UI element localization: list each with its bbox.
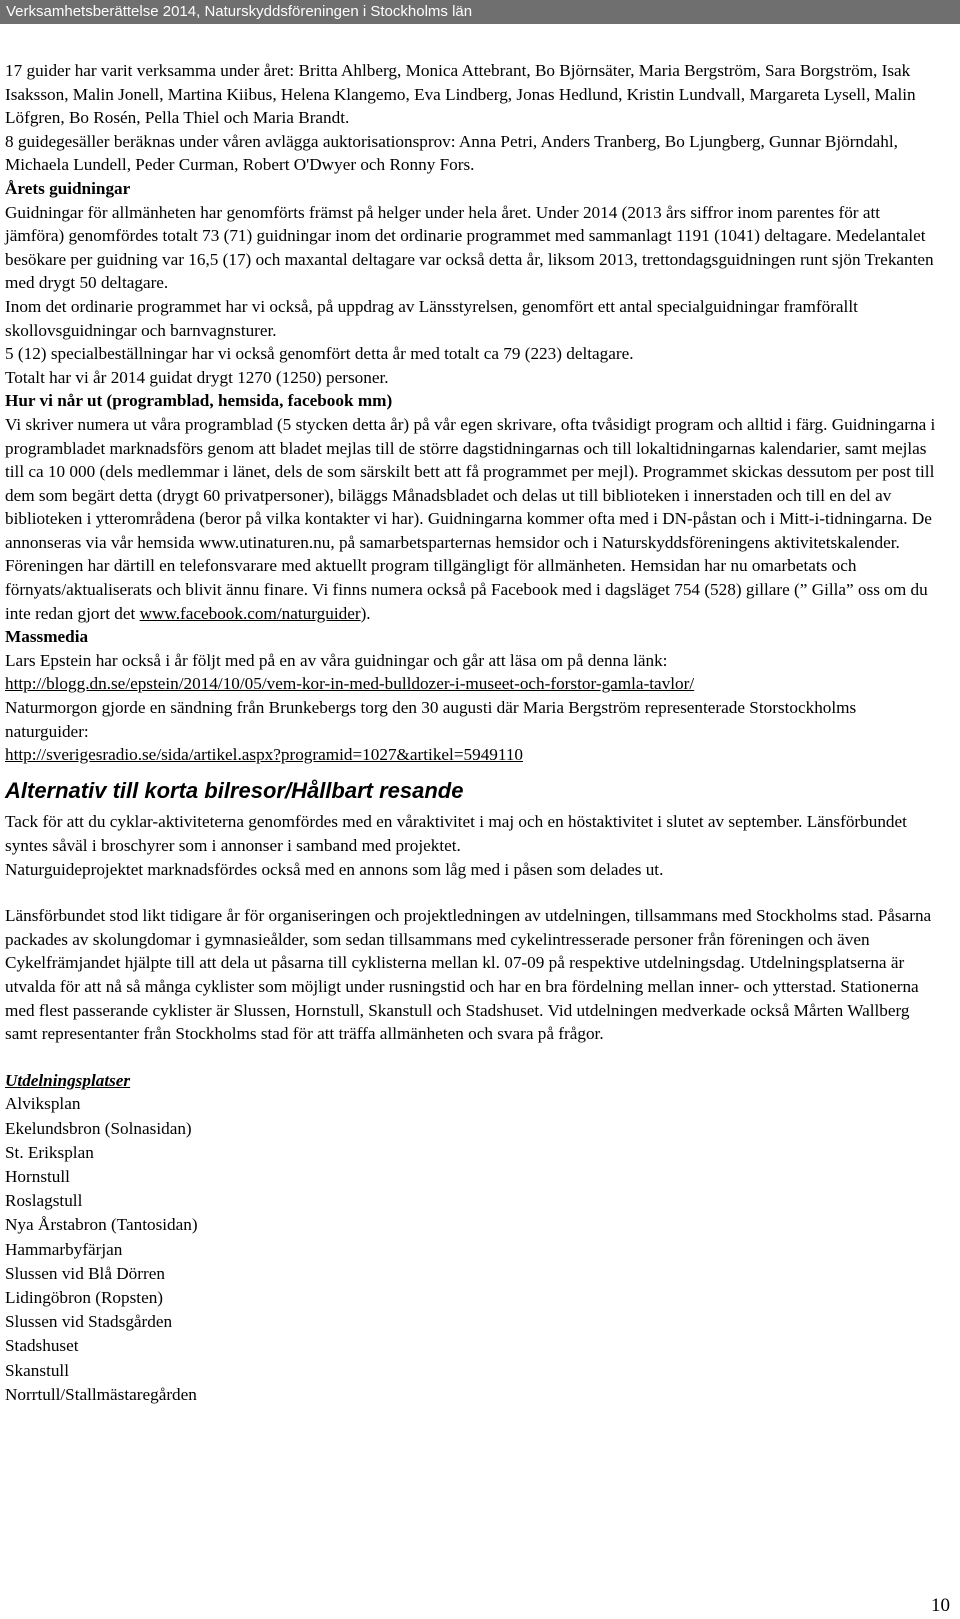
- list-item: Hornstull: [5, 1166, 70, 1186]
- page-content: [5, 59, 940, 1407]
- section-heading-utdelningsplatser: Utdelningsplatser: [5, 1070, 131, 1090]
- reach-text-end: ).: [360, 603, 371, 623]
- utdelningsplatser-list: [5, 1092, 940, 1407]
- alt-paragraph-2: Naturguideprojektet marknadsfördes också med en annons som låg med i påsen som delades ut.: [5, 859, 664, 879]
- alt-paragraph-1: Tack för att du cyklar-aktiviteterna genomfördes med en våraktivitet i maj och en höstaktivitet i slutet av september. Länsförbundet syntes såväl i broschyrer som i annonser i samband med projektet.: [5, 812, 907, 855]
- arets-paragraph-4: Totalt har vi år 2014 guidat drygt 1270 (1250) personer.: [5, 367, 389, 387]
- facebook-link[interactable]: www.facebook.com/naturguider: [139, 603, 361, 623]
- list-item: Ekelundsbron (Solnasidan): [5, 1118, 192, 1138]
- list-item: Stadshuset: [5, 1336, 79, 1356]
- massmedia-paragraph-1: Lars Epstein har också i år följt med på en av våra guidningar och går att läsa om på denna länk:: [5, 650, 668, 670]
- list-item: Lidingöbron (Ropsten): [5, 1287, 164, 1307]
- list-item: Slussen vid Stadsgården: [5, 1312, 173, 1332]
- list-item: Nya Årstabron (Tantosidan): [5, 1215, 198, 1235]
- list-item: St. Eriksplan: [5, 1142, 94, 1162]
- dn-blog-link[interactable]: http://blogg.dn.se/epstein/2014/10/05/vem-kor-in-med-bulldozer-i-museet-och-forstor-gamla-tavlor/: [5, 674, 695, 694]
- arets-paragraph-3: 5 (12) specialbeställningar har vi också genomfört detta år med totalt ca 79 (223) deltagare.: [5, 344, 634, 364]
- arets-paragraph-1: Guidningar för allmänheten har genomförts främst på helger under hela året. Under 2014 (2013 års siffror inom parentes för att jämföra) genomfördes totalt 73 (71) guidningar inom det ordinarie programmet med sammanlagt 1191 (1041) deltagare. Medelantalet besökare per guidning var 16,5 (17) och maxantal deltagare var också detta år, liksom 2013, trettondagsguidningen runt sjön Trekanten med drygt 50 deltagare.: [5, 202, 934, 293]
- guides-paragraph: 17 guider har varit verksamma under året: Britta Ahlberg, Monica Attebrant, Bo Björnsäter, Maria Bergström, Sara Borgström, Isak Isaksson, Malin Jonell, Martina Kiibus, Helena Klangemo, Eva Lindberg, Jonas Hedlund, Kristin Lundvall, Margareta Lysell, Malin Löfgren, Bo Rosén, Pella Thiel och Maria Brandt.: [5, 61, 916, 128]
- sverigesradio-link[interactable]: http://sverigesradio.se/sida/artikel.aspx?programid=1027&artikel=5949110: [5, 745, 524, 765]
- list-item: Skanstull: [5, 1360, 69, 1380]
- list-item: Roslagstull: [5, 1191, 83, 1211]
- list-item: Norrtull/Stallmästaregården: [5, 1384, 197, 1404]
- arets-paragraph-2: Inom det ordinarie programmet har vi också, på uppdrag av Länsstyrelsen, genomfört ett antal specialguidningar framförallt skollovsguidningar och barnvagnsturer.: [5, 296, 858, 340]
- list-item: Slussen vid Blå Dörren: [5, 1263, 165, 1283]
- section-heading-alternativ: Alternativ till korta bilresor/Hållbart resande: [5, 777, 464, 803]
- section-heading-massmedia: Massmedia: [5, 627, 89, 647]
- apprentices-paragraph: 8 guidegesäller beräknas under våren avlägga auktorisationsprov: Anna Petri, Anders Tranberg, Bo Ljungberg, Gunnar Björndahl, Michaela Lundell, Peder Curman, Robert O'Dwyer och Ronny Fors.: [5, 131, 898, 175]
- list-item: Hammarbyfärjan: [5, 1239, 123, 1259]
- list-item: Alviksplan: [5, 1094, 81, 1114]
- document-header: [0, 0, 960, 24]
- section-heading-arets-guidningar: Årets guidningar: [5, 178, 131, 198]
- reach-text: Vi skriver numera ut våra programblad (5 stycken detta år) på vår egen skrivare, ofta tvåsidigt program och alltid i färg. Guidningarna i programbladet marknadsförs genom att bladet mejlas till de större dagstidningarnas och till lokaltidningarnas kalendarier, samt mejlas till ca 10 000 (dels medlemmar i länet, dels de som särskilt bett att få programmet per mejl). Programmet skickas dessutom per post till dem som begärt detta (drygt 60 privatpersoner), biläggs Månadsbladet och delas ut till biblioteken i innerstaden och till en del av biblioteken i ytterområdena (beror på vilka kontakter vi har). Guidningarna kommer ofta med i DN-påstan och i Mitt-i-tidningarna. De annonseras via vår hemsida www.utinaturen.nu, på samarbetsparternas hemsidor och i Naturskyddsföreningens aktivitetskalender. Föreningen har därtill en telefonsvarare med aktuellt program tillgängligt för allmänheten. Hemsidan har nu omarbetats och förnyats/aktualiserats och blivit ännu finare. Vi finns numera också på Facebook med i dagsläget 754 (528) gillare (” Gilla” oss om du inte redan gjort det: [5, 414, 936, 623]
- document-title: Verksamhetsberättelse 2014, Naturskyddsföreningen i Stockholms län: [6, 3, 473, 20]
- reach-paragraph: [5, 413, 940, 625]
- alt-paragraph-3: Länsförbundet stod likt tidigare år för organiseringen och projektledningen av utdelningen, tillsammans med Stockholms stad. Påsarna packades av skolungdomar i gymnasieålder, som sedan tillsammans med cykelintresserade personer från föreningen och även Cykelfrämjandet hjälpte till att dela ut påsarna till cyklisterna mellan kl. 07-09 på respektive utdelningsdag. Utdelningsplatserna är utvalda för att nå så många cyklister som möjligt under rusningstid och har en bra fördelning mellan inner- och ytterstad. Stationerna med flest passerande cyklister är Slussen, Hornstull, Skanstull och Stadshuset. Vid utdelningen medverkade också Mårten Wallberg samt representanter från Stockholms stad för att träffa allmänheten och svara på frågor.: [5, 906, 932, 1044]
- section-heading-hur-vi-nar-ut: Hur vi når ut (programblad, hemsida, facebook mm): [5, 391, 393, 411]
- massmedia-paragraph-2: Naturmorgon gjorde en sändning från Brunkebergs torg den 30 augusti där Maria Bergström representerade Storstockholms naturguider:: [5, 698, 857, 741]
- page-number: 10: [931, 1595, 950, 1616]
